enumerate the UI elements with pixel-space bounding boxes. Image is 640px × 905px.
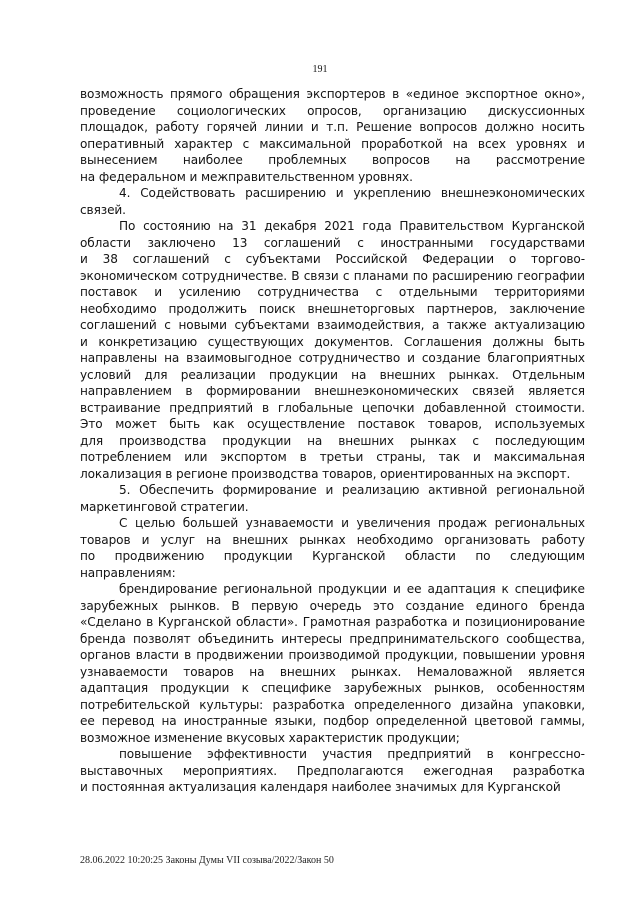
text-line: направлением в формировании внешнеэкономических связей является [80, 384, 585, 398]
text-line: и постоянная актуализация календаря наиболее значимых для Курганской [80, 780, 561, 794]
paragraph [80, 581, 585, 746]
text-line: узнаваемости товаров на внешних рынках. Немаловажной является [80, 664, 585, 679]
text-line: направлениям: [80, 565, 176, 580]
text-line: 4. Содействовать расширению и укреплению внешнеэкономических [119, 186, 585, 200]
text-line: области заключено 13 соглашений с иностранными государствами [80, 235, 585, 250]
text-line: бренда позволят объединить интересы предпринимательского сообщества, [80, 631, 585, 646]
text-line: брендирование региональной продукции и ее адаптация к специфике [119, 582, 585, 596]
text-line: встраивание предприятий в глобальные цепочки добавленной стоимости. [80, 400, 585, 415]
text-line: и конкретизацию существующих документов. Соглашения должны быть [80, 334, 585, 349]
text-line: По состоянию на 31 декабря 2021 года Правительством Курганской [119, 219, 585, 233]
paragraph [80, 746, 585, 796]
text-line: площадок, работу горячей линии и т.п. Решение вопросов должно носить [80, 120, 585, 134]
paragraph [80, 218, 585, 482]
text-line: маркетинговой стратегии. [80, 499, 249, 514]
text-line: направлены на взаимовыгодное сотрудничество и создание благоприятных [80, 351, 585, 365]
text-line: 5. Обеспечить формирование и реализацию активной региональной [119, 483, 585, 497]
text-line: выставочных мероприятиях. Предполагаются ежегодная разработка [80, 763, 585, 778]
text-line: органов власти в продвижении производимой продукции, повышении уровня [80, 648, 585, 662]
text-line: оперативный характер с максимальной проработкой на всех уровнях и [80, 136, 585, 151]
text-line: Это может быть как осуществление поставок товаров, используемых [80, 417, 585, 431]
text-line: соглашений с новыми субъектами взаимодействия, а также актуализацию [80, 318, 585, 332]
text-line: «Сделано в Курганской области». Грамотная разработка и позиционирование [80, 615, 585, 629]
paragraph [80, 482, 585, 515]
text-line: экономическом сотрудничестве. В связи с планами по расширению географии [80, 268, 585, 283]
text-line: поставок и усилению сотрудничества с отдельными территориями [80, 285, 585, 299]
text-line: локализация в регионе производства товаров, ориентированных на экспорт. [80, 466, 571, 481]
paragraph [80, 515, 585, 581]
text-line: условий для реализации продукции на внешних рынках. Отдельным [80, 367, 585, 382]
text-line: зарубежных рынков. В первую очередь это создание единого бренда [80, 598, 585, 613]
text-line: повышение эффективности участия предприятий в конгрессно- [119, 747, 585, 761]
text-line: С целью большей узнаваемости и увеличения продаж региональных [119, 516, 585, 530]
text-line: связей. [80, 202, 126, 217]
paragraph [80, 86, 585, 185]
text-line: вынесением наиболее проблемных вопросов на рассмотрение [80, 153, 585, 167]
text-line: потреблением или экспортом в третьи страны, так и максимальная [80, 450, 585, 464]
text-line: проведение социологических опросов, организацию дискуссионных [80, 103, 585, 118]
text-line: адаптация продукции к специфике зарубежных рынков, особенностям [80, 681, 585, 695]
document-footer: 28.06.2022 10:20:25 Законы Думы VII созыва/2022/Закон 50 [80, 855, 334, 866]
text-line: и 38 соглашений с субъектами Российской Федерации о торгово- [80, 252, 585, 266]
text-line: товаров и услуг на внешних рынках необходимо организовать работу [80, 532, 585, 547]
paragraph [80, 185, 585, 218]
text-line: для производства продукции на внешних рынках с последующим [80, 433, 585, 448]
document-body [80, 86, 585, 796]
text-line: необходимо продолжить поиск внешнеторговых партнеров, заключение [80, 301, 585, 316]
text-line: потребительской культуры: разработка определенного дизайна упаковки, [80, 697, 585, 712]
text-line: по продвижению продукции Курганской области по следующим [80, 549, 585, 563]
page-number: 191 [312, 64, 328, 75]
text-line: возможное изменение вкусовых характеристик продукции; [80, 730, 460, 745]
text-line: на федеральном и межправительственном уровнях. [80, 169, 413, 184]
text-line: ее перевод на иностранные языки, подбор определенной цветовой гаммы, [80, 714, 585, 728]
text-line: возможность прямого обращения экспортеров в «единое экспортное окно», [80, 87, 585, 101]
